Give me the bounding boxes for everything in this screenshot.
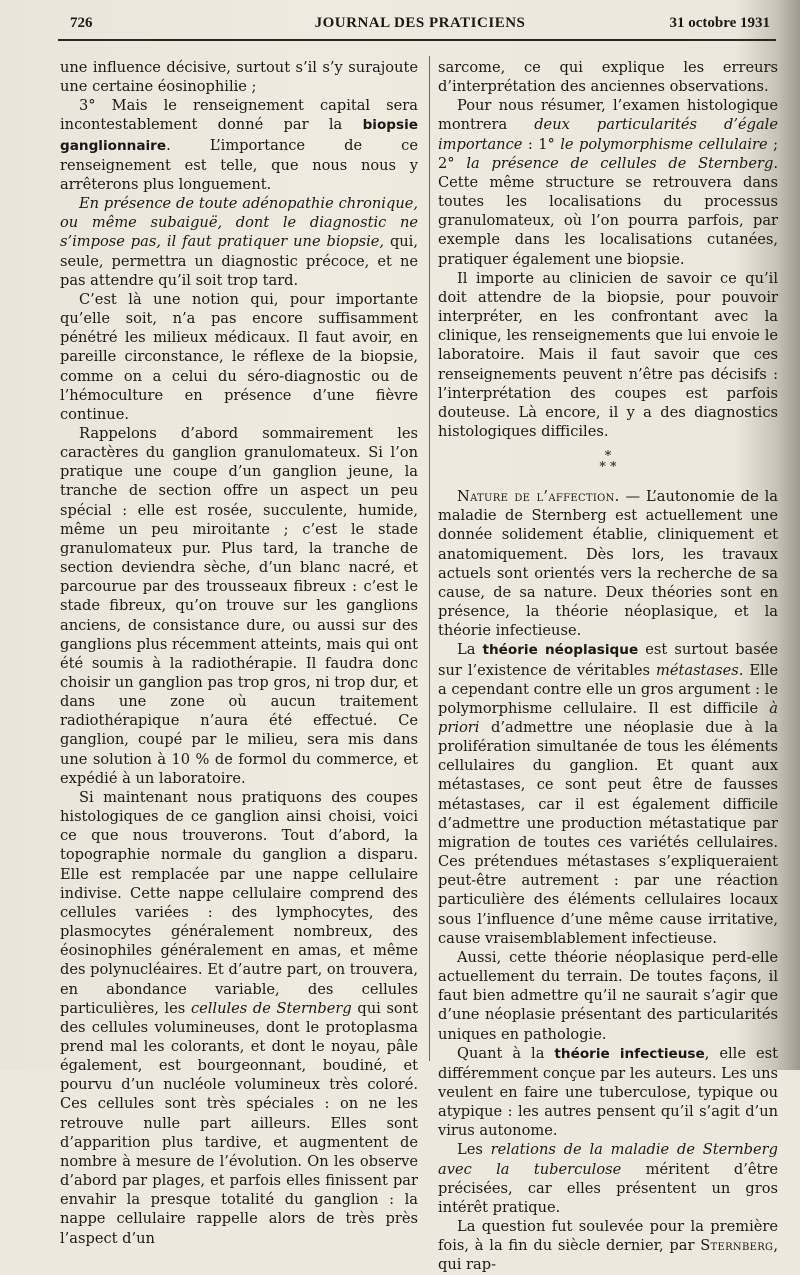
left-column	[60, 58, 418, 1248]
paragraph: Quant à la théorie infectieuse, elle est différemment conçue par les auteurs. Les uns veulent en faire une tuberculose, typique ou atypique : les autres pensent qu’il s’agit d’un virus autonome.	[438, 1044, 778, 1140]
paragraph: Aussi, cette théorie néoplasique perd-elle actuellement du terrain. De toutes façons, il faut bien admettre qu’il ne saurait s’agir que d’une néoplasie présentant des particularités uniques en pathologie.	[438, 948, 778, 1043]
bold-term: théorie infectieuse	[554, 1045, 705, 1062]
paragraph: Il importe au clinicien de savoir ce qu’il doit attendre de la biopsie, pour pouvoir interpréter, en les confrontant avec la clinique, les renseignements que lui envoie le laboratoire. Mais il faut savoir que ces renseignements peuvent n’être pas décisifs : l’interprétation des coupes est parfois douteuse. Là encore, il y a des diagnostics histologiques difficiles.	[438, 269, 778, 440]
italic-term: cellules de Sternberg	[190, 999, 352, 1017]
section-heading-paragraph: Nature de l’affection. — L’autonomie de la maladie de Sternberg est actuellement une donnée solidement établie, cliniquement et anatomiquement. Dès lors, les travaux actuels sont orientés vers la recherche de sa cause, de sa nature. Deux théories sont en présence, la théorie néoplasique, et la théorie infectieuse.	[438, 488, 779, 640]
right-column	[438, 58, 778, 1275]
italic-term: relations de la maladie de Sternberg avec la tuberculose	[438, 1141, 778, 1178]
paragraph: 3° Mais le renseignement capital sera incontestablement donné par la biopsie ganglionnaire. L’importance de ce renseignement est telle, que nous nous y arrêterons plus longuement.	[60, 97, 418, 193]
section-asterism	[438, 449, 778, 476]
page-number: 726	[70, 15, 93, 31]
paragraph: une influence décisive, surtout s’il s’y surajoute une certaine éosinophilie ;	[60, 59, 418, 96]
author-name: Sternberg	[700, 1237, 774, 1255]
paragraph: sarcome, ce qui explique les erreurs d’interprétation des anciennes observations.	[438, 59, 778, 96]
paragraph: Les relations de la maladie de Sternberg avec la tuberculose méritent d’être précisées, car elles présentent un gros intérêt pratique.	[438, 1141, 778, 1216]
paragraph: La question fut soulevée pour la première fois, à la fin du siècle dernier, par Sternberg, qui rap-	[438, 1218, 778, 1274]
paragraph: C’est là une notion qui, pour importante qu’elle soit, n’a pas encore suffisamment pénétré les milieux médicaux. Il faut avoir, en pareille circonstance, le réflexe de la biopsie, comme on a celui du séro-diagnostic ou de l’hémoculture en présence d’une fièvre continue.	[60, 290, 418, 423]
italic-emphasis: En présence de toute adénopathie chronique, ou même subaiguë, dont le diagnostic ne s’impose pas, il faut pratiquer une biopsie,	[60, 195, 418, 251]
bold-term: biopsie ganglionnaire	[60, 117, 418, 154]
column-divider	[429, 56, 430, 1061]
section-heading: Nature de l’affection.	[457, 488, 620, 506]
paragraph: Pour nous résumer, l’examen histologique montrera deux particularités d’égale importance : 1° le polymorphisme cellulaire ; 2° la présence de cellules de Sternberg. Cette même structure se retrouvera dans toutes les localisations du processus granulomateux, où l’on pourra parfois, par exemple dans les localisations cutanées, pratiquer également une biopsie.	[438, 97, 779, 268]
asterism-top: *	[604, 449, 612, 465]
issue-date: 31 octobre 1931	[669, 15, 770, 31]
paragraph: La théorie néoplasique est surtout basée sur l’existence de véritables métastases. Elle a cependant contre elle un gros argument : le polymorphisme cellulaire. Il est difficile à priori d’admettre une néoplasie due à la prolifération simultanée de tous les éléments cellulaires du ganglion. Et quant aux métastases, ce sont peut être de fausses métastases, car il est également difficile d’admettre une production métastatique par migration de toutes ces variétés cellulaires. Ces prétendues métastases s’expliqueraient peut-être autrement : par une réaction particulière des éléments cellulaires locaux sous l’influence d’une même cause irritative, cause vraisemblablement infectieuse.	[438, 641, 779, 947]
header-rule	[58, 39, 776, 41]
asterism-bottom: * *	[599, 460, 617, 476]
paragraph: Rappelons d’abord sommairement les caractères du ganglion granulomateux. Si l’on pratique une coupe d’un ganglion jeune, la tranche de section offre un aspect un peu spécial : elle est rosée, succulente, humide, même un peu miroitante ; c’est le stade granulomateux pur. Plus tard, la tranche de section deviendra sèche, d’un blanc nacré, et parcourue par des trousseaux fibreux : c’est le stade fibreux, qu’on trouve sur les ganglions anciens, de consistance dure, ou aussi sur des ganglions plus récemment atteints, mais qui ont été soumis à la radiothérapie. Il faudra donc choisir un ganglion pas trop gros, ni trop dur, et dans une zone où aucun traitement radiothérapique n’aura été effectué. Ce ganglion, coupé par le milieu, sera mis dans une solution à 10 % de formol du commerce, et expédié à un laboratoire.	[60, 424, 418, 787]
journal-title: JOURNAL DES PRATICIENS	[314, 15, 526, 31]
bold-term: théorie néoplasique	[482, 642, 639, 659]
paragraph: En présence de toute adénopathie chronique, ou même subaiguë, dont le diagnostic ne s’impose pas, il faut pratiquer une biopsie, qui, seule, permettra un diagnostic précoce, et ne pas attendre qu’il soit trop tard.	[60, 195, 418, 289]
running-header	[70, 15, 770, 37]
paragraph: Si maintenant nous pratiquons des coupes histologiques de ce ganglion ainsi choisi, voici ce que nous trouverons. Tout d’abord, la topographie normale du ganglion a disparu. Elle est remplacée par une nappe cellulaire indivise. Cette nappe cellulaire comprend des cellules variées : des lymphocytes, des plasmocytes généralement nombreux, des éosinophiles généralement en amas, et même des polynucléaires. Et d’autre part, on trouvera, en abondance variable, des cellules particulières, les cellules de Sternberg qui sont des cellules volumineuses, dont le protoplasma prend mal les colorants, et dont le noyau, pâle également, est bourgeonnant, boudiné, et pourvu d’un nucléole volumineux très coloré. Ces cellules sont très spéciales : on ne les retrouve nulle part ailleurs. Elles sont d’apparition plus tardive, et augmentent de nombre à mesure de l’évolution. On les observe d’abord par plages, et parfois elles finissent par envahir la presque totalité du ganglion : la nappe cellulaire rappelle alors de très près l’aspect d’un	[60, 788, 418, 1247]
